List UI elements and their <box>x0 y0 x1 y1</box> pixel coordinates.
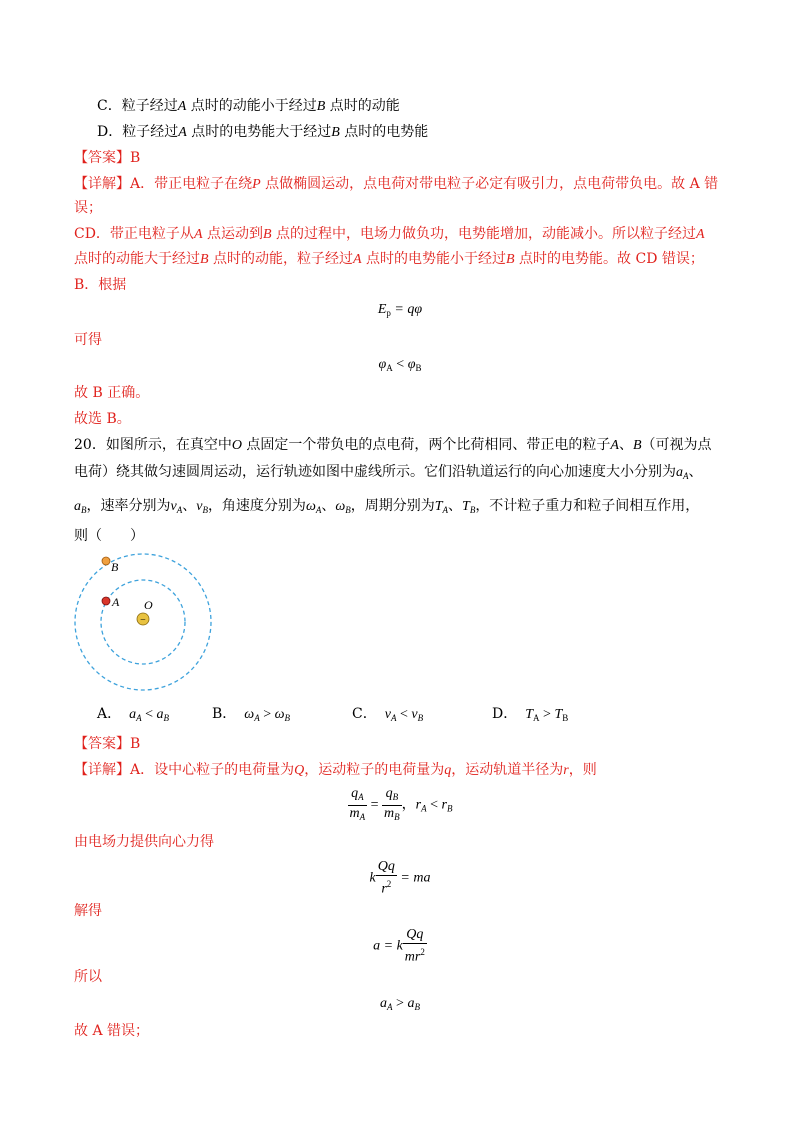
label-o: O <box>144 598 153 612</box>
q19-detail-a-cont: 误； <box>74 200 102 216</box>
orbit-diagram <box>72 552 222 697</box>
q19-keде: 可得 <box>74 332 102 348</box>
q20-stem-3: $a_B$，速率分别为$v_A$、$v_B$，角速度分别为$\omega_A$、$\omega_B$，周期分别为$T_A$、$T_B$，不计粒子重力和粒子间相互作用， <box>74 498 700 515</box>
minus-sign: − <box>140 615 146 626</box>
q20-stem-2: 电荷）绕其做匀速圆周运动，运行轨迹如图中虚线所示。它们沿轨道运行的向心加速度大小分别为$a_A$、 <box>74 464 703 481</box>
equation-ep: $E_p = q\varphi$ <box>377 302 423 318</box>
q20-option-c: C． $v_A < v_B$ <box>352 706 424 723</box>
label-b: B <box>111 560 119 574</box>
q19-detail-b: B．根据 <box>74 277 127 293</box>
q20-answer: 【答案】B <box>74 736 141 752</box>
option-c: C．粒子经过A 点时的动能小于经过B 点时的动能 <box>97 98 400 114</box>
particle-a <box>102 597 110 605</box>
equation-acceleration: a = k $\frac{Qq}{mr^2}$ <box>373 927 425 965</box>
q20-option-a: A． $a_A < a_B$ <box>97 706 170 723</box>
label-a: A <box>112 595 120 609</box>
q19-detail-cd-cont: 点时的动能大于经过B 点时的动能，粒子经过A 点时的电势能小于经过B 点时的电势能。故 CD 错误； <box>74 251 704 267</box>
q20-detail-a: 【详解】A．设中心粒子的电荷量为Q，运动粒子的电荷量为q，运动轨道半径为r，则 <box>74 762 597 778</box>
q20-option-d: D． $T_A > T_B$ <box>492 706 569 723</box>
q20-stem-4: 则（ ） <box>74 528 144 544</box>
q19-b-correct: 故 B 正确。 <box>74 385 150 401</box>
option-d: D．粒子经过A 点时的电势能大于经过B 点时的电势能 <box>97 124 429 140</box>
particle-b <box>102 557 110 565</box>
equation-charge-ratio: $\frac{q_A}{m_A}$ = $\frac{q_B}{m_B}$ ，$r_A < r_B$ <box>349 786 453 822</box>
q20-provide: 由电场力提供向心力得 <box>74 834 214 850</box>
equation-phi: $\varphi_A < \varphi_B$ <box>378 357 422 373</box>
equation-coulomb: k $\frac{Qq}{r^2}$ = ma <box>369 859 431 897</box>
q20-a-wrong: 故 A 错误； <box>74 1023 150 1039</box>
q19-detail-a: 【详解】A．带正电粒子在绕P 点做椭圆运动，点电荷对带电粒子必定有吸引力，点电荷带负电。故 A 错 <box>74 176 719 192</box>
q19-choose: 故选 B。 <box>74 411 131 427</box>
q20-solve: 解得 <box>74 903 102 919</box>
q20-stem-1: 20．如图所示，在真空中O 点固定一个带负电的点电荷，两个比荷相同、带正电的粒子A、B（可视为点 <box>74 437 712 453</box>
q19-detail-cd: CD．带正电粒子从A 点运动到B 点的过程中，电场力做负功，电势能增加，动能减小。所以粒子经过A <box>74 226 705 242</box>
equation-compare: $a_A > a_B$ <box>380 996 420 1012</box>
q19-answer: 【答案】B <box>74 150 141 166</box>
q20-so: 所以 <box>74 969 102 985</box>
q20-option-b: B． $\omega_A > \omega_B$ <box>212 706 290 723</box>
